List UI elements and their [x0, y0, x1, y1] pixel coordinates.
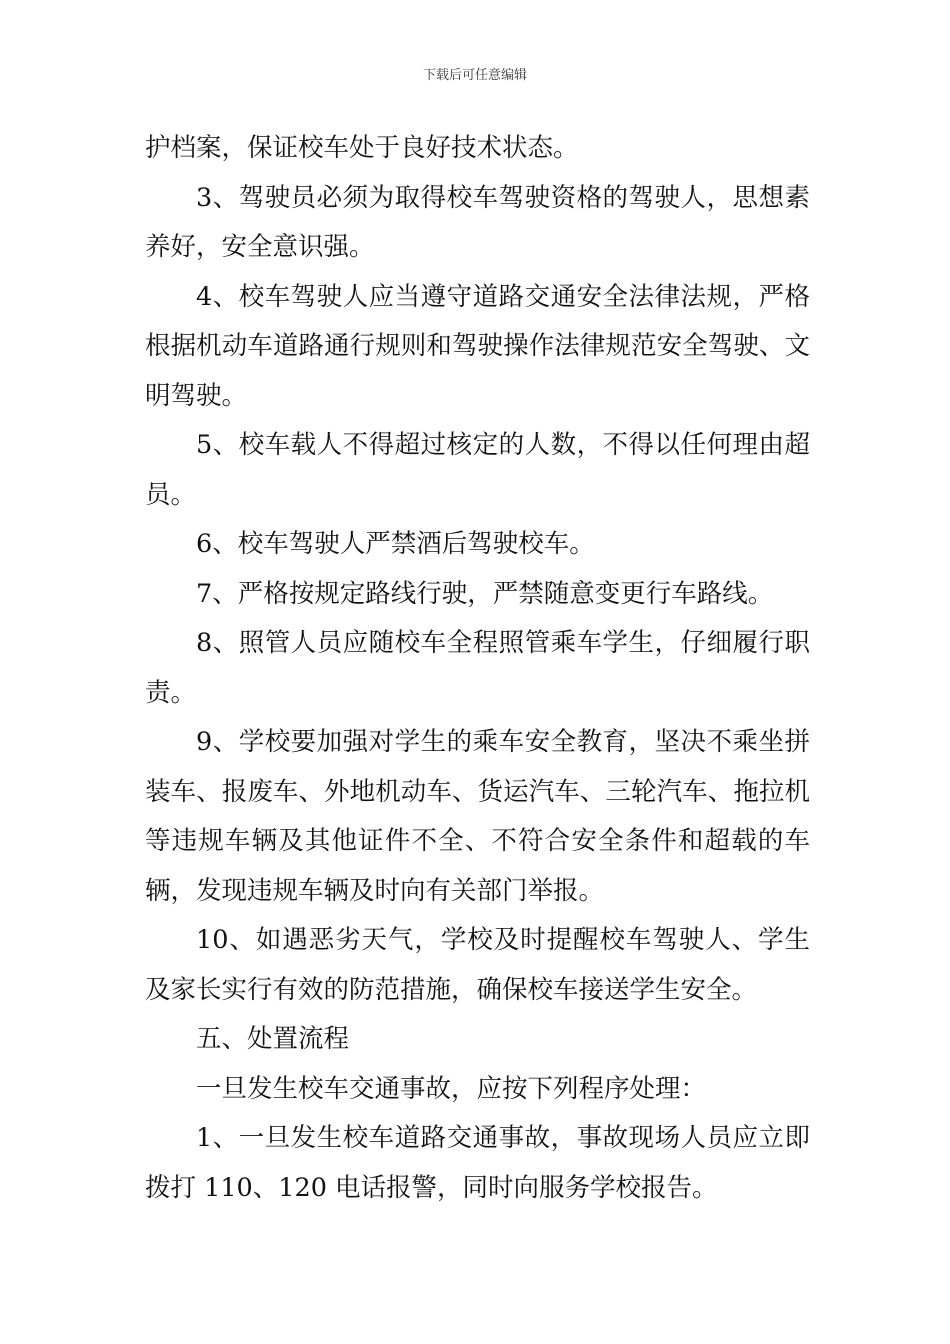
paragraph-item-7: 7、严格按规定路线行驶，严禁随意变更行车路线。: [196, 578, 774, 609]
paragraph-intro: 一旦发生校车交通事故，应按下列程序处理：: [196, 1073, 707, 1104]
paragraph-step-1: 1、一旦发生校车道路交通事故，事故现场人员应立即拨打 110、120 电话报警，同时向服务学校报告。: [145, 1123, 810, 1203]
document-body: [145, 124, 810, 1213]
paragraph-item-10: 10、如遇恶劣天气，学校及时提醒校车驾驶人、学生及家长实行有效的防范措施，确保校车接送学生安全。: [145, 925, 810, 1005]
paragraph-item-4: 4、校车驾驶人应当遵守道路交通安全法律法规，严格根据机动车道路通行规则和驾驶操作法律规范安全驾驶、文明驾驶。: [145, 281, 810, 411]
section-heading: 五、处置流程: [196, 1024, 350, 1054]
paragraph-item-9: 9、学校要加强对学生的乘车安全教育，坚决不乘坐拼装车、报废车、外地机动车、货运汽车、三轮汽车、拖拉机等违规车辆及其他证件不全、不符合安全条件和超载的车辆，发现违规车辆及时向有关部门举报。: [145, 727, 810, 906]
paragraph-item-6: 6、校车驾驶人严禁酒后驾驶校车。: [196, 529, 595, 559]
paragraph-item-5: 5、校车载人不得超过核定的人数，不得以任何理由超员。: [145, 430, 810, 510]
paragraph-item-3: 3、驾驶员必须为取得校车驾驶资格的驾驶人，思想素养好，安全意识强。: [145, 182, 810, 262]
paragraph-item-8: 8、照管人员应随校车全程照管乘车学生，仔细履行职责。: [145, 628, 810, 708]
paragraph-continuation: 护档案，保证校车处于良好技术状态。: [145, 133, 579, 163]
page-header: 下载后可任意编辑: [422, 68, 527, 83]
